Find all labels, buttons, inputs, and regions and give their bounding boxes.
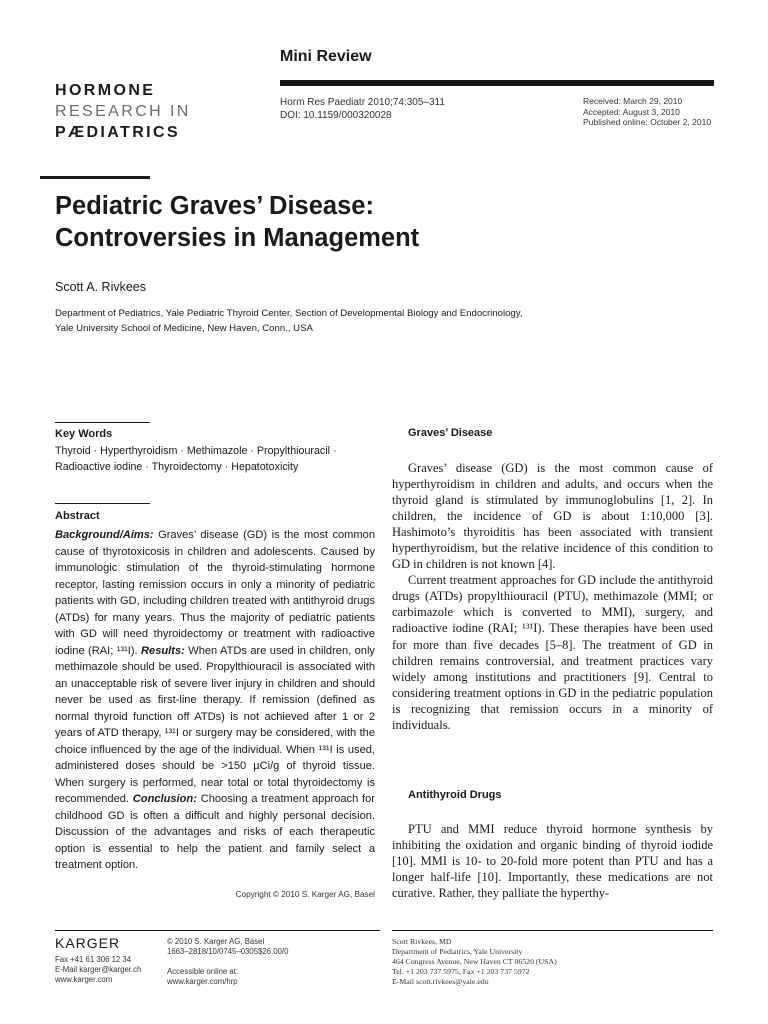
author: Scott A. Rivkees bbox=[55, 280, 147, 294]
section-label: Mini Review bbox=[280, 48, 372, 65]
abstract-background: Graves’ disease (GD) is the most common cause of thyrotoxicosis in children and adolescents. Caused by immunologic stimulation of the thyroid-stimulating hormone receptor, lasting remission occurs in only a minority of pediatric patients with GD, including children treated with antithyroid drugs (ATDs) for many years. Thus the majority of pediatric patients with GD will need thyroidectomy or treatment with radioactive iodine (RAI; ¹³¹I). bbox=[55, 529, 375, 657]
journal-logo-line2: RESEARCH IN bbox=[55, 103, 191, 120]
logo-rule bbox=[40, 176, 150, 179]
corr-email[interactable]: E-Mail scott.rivkees@yale.edu bbox=[392, 977, 489, 986]
affiliation-line1: Department of Pediatrics, Yale Pediatric Thyroid Center, Section of Developmental Biology and Endocrinology, bbox=[55, 308, 523, 319]
doi-link[interactable]: DOI: 10.1159/000320028 bbox=[280, 110, 392, 121]
citation: Horm Res Paediatr 2010;74:305–311 bbox=[280, 97, 445, 108]
online-label: Accessible online at: bbox=[167, 967, 239, 976]
abstract-label-background: Background/Aims: bbox=[55, 529, 154, 541]
header-rule bbox=[280, 80, 714, 86]
journal-logo-line1: HORMONE bbox=[55, 82, 156, 99]
keywords-rule bbox=[55, 422, 150, 423]
online-url[interactable]: www.karger.com/hrp bbox=[167, 977, 238, 986]
corr-address: 464 Congress Avenue, New Haven CT 06520 (USA) bbox=[392, 957, 557, 966]
issn: 1663–2818/10/0745–0305$26.00/0 bbox=[167, 947, 289, 956]
issn-block bbox=[167, 937, 288, 957]
abstract-results: When ATDs are used in children, only methimazole should be used. Propylthiouracil is associated with an unacceptable risk of severe liver injury in children and should never be used as first-line therapy. If remission (defined as normal thyroid function off ATDs) is not achieved after 1 or 2 years of ATD therapy, ¹³¹I or surgery may be considered, with the choice influenced by the age of the individual. When ¹³¹I is used, administered doses should be >150 µCi/g of thyroid tissue. When surgery is performed, near total or total thyroidectomy is recommended. bbox=[55, 644, 375, 805]
corr-name: Scott Rivkees, MD bbox=[392, 937, 452, 946]
corr-dept: Department of Pediatrics, Yale University bbox=[392, 947, 523, 956]
abstract-label-conclusion: Conclusion: bbox=[132, 793, 197, 805]
journal-logo bbox=[55, 80, 191, 143]
dates-block bbox=[583, 96, 711, 128]
accepted-date: Accepted: August 3, 2010 bbox=[583, 106, 680, 117]
body-section1 bbox=[392, 460, 713, 733]
body-paragraph-3: PTU and MMI reduce thyroid hormone synthesis by inhibiting the oxidation and organic binding of thyroid iodide [10]. MMI is 10- to 20-fold more potent than PTU and has a longer half-life [10]. Importantly, these medications are not curative. Rather, they palliate the hyperthy- bbox=[392, 822, 713, 901]
body-paragraph-1: Graves’ disease (GD) is the most common cause of hyperthyroidism in children and adults, and occurs when the thyroid gland is stimulated by immunoglobulins [1, 2]. In children, the incidence of GD is about 1:10,000 [3]. Hashimoto’s thyroiditis has been associated with transient hyperthyroidism, but the relative incidence of this condition to GD in children is not known [4]. bbox=[392, 461, 713, 572]
article-title bbox=[55, 190, 705, 254]
affiliation bbox=[55, 306, 655, 336]
abstract-rule bbox=[55, 503, 150, 504]
keywords-text: Thyroid · Hyperthyroidism · Methimazole · Propylthiouracil · Radioactive iodine · Thyroidectomy · Hepatotoxicity bbox=[55, 445, 337, 473]
heading-antithyroid-drugs: Antithyroid Drugs bbox=[408, 789, 502, 801]
abstract-heading: Abstract bbox=[55, 510, 100, 522]
citation-block bbox=[280, 96, 445, 122]
body-section2 bbox=[392, 821, 713, 901]
publisher-web[interactable]: www.karger.com bbox=[55, 975, 113, 984]
body-paragraph-2: Current treatment approaches for GD include the antithyroid drugs (ATDs) propylthiouracil (PTU), methimazole (MMI; or carbimazole which is converted to MMI), surgery, and radioactive iodine (RAI; ¹³¹I). These therapies have been used for more than five decades [5–8]. The treatment of GD in children remains controversial, and treatment practices vary widely among institutions and practitioners [9]. Central to considering treatment options in GD in the pediatric population is recognizing that remission occurs in a minority of individuals. bbox=[392, 573, 713, 732]
footer-copyright: © 2010 S. Karger AG, Basel bbox=[167, 937, 265, 946]
published-date: Published online: October 2, 2010 bbox=[583, 117, 712, 127]
keywords-heading: Key Words bbox=[55, 428, 113, 440]
abstract-copyright: Copyright © 2010 S. Karger AG, Basel bbox=[235, 890, 375, 899]
affiliation-line2: Yale University School of Medicine, New Haven, Conn., USA bbox=[55, 323, 313, 334]
corr-phone: Tel. +1 203 737 5975, Fax +1 203 737 5972 bbox=[392, 967, 530, 976]
journal-logo-line3: PÆDIATRICS bbox=[55, 124, 181, 141]
abstract-conclusion: Choosing a treatment approach for childhood GD is often a difficult and highly personal decision. Discussion of the advantages and risks of each therapeutic option is essential to help the patient and family select a treatment option. bbox=[55, 793, 375, 871]
publisher-email[interactable]: E-Mail karger@karger.ch bbox=[55, 965, 142, 974]
title-line1: Pediatric Graves’ Disease: bbox=[55, 192, 374, 220]
publisher-fax: Fax +41 61 306 12 34 bbox=[55, 955, 132, 964]
abstract-text bbox=[55, 527, 375, 874]
correspondence bbox=[392, 937, 557, 987]
abstract-label-results: Results: bbox=[141, 644, 185, 657]
received-date: Received: March 29, 2010 bbox=[583, 96, 683, 106]
publisher-logo: KARGER bbox=[55, 935, 121, 951]
online-block bbox=[167, 967, 238, 987]
publisher-contact bbox=[55, 955, 141, 985]
title-line2: Controversies in Management bbox=[55, 224, 420, 252]
heading-graves-disease: Graves’ Disease bbox=[408, 427, 493, 439]
